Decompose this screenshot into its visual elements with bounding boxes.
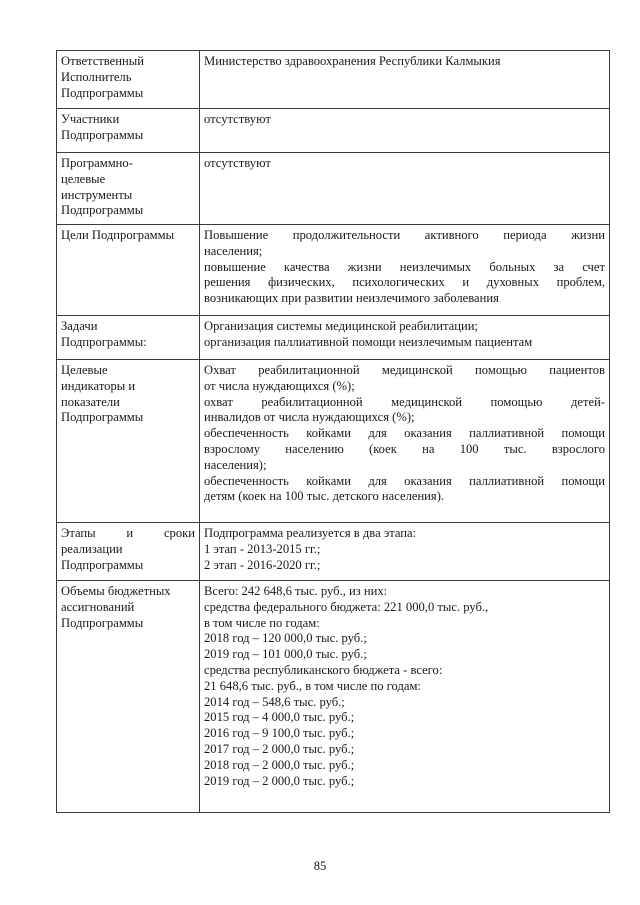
row-label-word: сроки [163, 526, 195, 540]
passport-table-body [57, 51, 610, 813]
row-value-line: 2018 год – 120 000,0 тыс. руб.; [204, 631, 367, 646]
row-value-line: 2 этап - 2016-2020 гг.; [204, 557, 321, 572]
row-label-line: Подпрограммы: [61, 334, 147, 349]
row-value-line: Министерство здравоохранения Республики Калмыкия [204, 54, 501, 68]
row-label-split-line [61, 526, 195, 542]
row-value-line: обеспеченность койками для оказания паллиативной помощи [204, 426, 605, 441]
row-label-word: Этапы [61, 526, 96, 540]
row-value-line: решения физических, психологических и духовных проблем, [204, 275, 605, 290]
document-page [56, 50, 610, 813]
row-label-cell [57, 581, 200, 813]
row-value-line: 2015 год – 4 000,0 тыс. руб.; [204, 710, 355, 725]
row-label-line: Подпрограммы [61, 557, 144, 572]
passport-row [57, 225, 610, 316]
row-value-line: 2018 год – 2 000,0 тыс. руб.; [204, 757, 355, 772]
row-value-line: средства федерального бюджета: 221 000,0 тыс. руб., [204, 599, 489, 614]
row-value-line: Подпрограмма реализуется в два этапа: [204, 526, 417, 540]
passport-row [57, 316, 610, 360]
row-value-line: 2014 год – 548,6 тыс. руб.; [204, 694, 345, 709]
row-label-line: Ответственный [61, 54, 144, 68]
row-value-cell [200, 360, 610, 523]
row-value-line: детям (коек на 100 тыс. детского населения). [204, 489, 445, 504]
row-label-cell [57, 153, 200, 225]
row-value-line: 1 этап - 2013-2015 гг.; [204, 541, 321, 556]
row-value-line: отсутствуют [204, 156, 271, 170]
row-label-cell [57, 316, 200, 360]
passport-row [57, 523, 610, 581]
row-value-line: Всего: 242 648,6 тыс. руб., из них: [204, 584, 388, 598]
row-label-line: Подпрограммы [61, 127, 144, 142]
row-value-cell [200, 581, 610, 813]
row-value-cell [200, 316, 610, 360]
subprogram-passport-table [56, 50, 610, 813]
row-value-cell [200, 153, 610, 225]
row-value-line: в том числе по годам: [204, 615, 320, 630]
row-label-line: Программно- [61, 156, 133, 170]
row-label-line: Участники [61, 112, 120, 126]
passport-row [57, 51, 610, 109]
row-label-cell [57, 51, 200, 109]
row-value-line: 2019 год – 101 000,0 тыс. руб.; [204, 647, 367, 662]
row-value-line: взрослому населению (коек на 100 тыс. взрослого [204, 441, 605, 456]
row-label-line: Задачи [61, 319, 98, 333]
row-label-cell [57, 225, 200, 316]
passport-row [57, 581, 610, 813]
row-value-line: возникающих при развитии неизлечимого заболевания [204, 291, 499, 306]
row-value-line: 2019 год – 2 000,0 тыс. руб.; [204, 773, 355, 788]
row-value-line: 2017 год – 2 000,0 тыс. руб.; [204, 741, 355, 756]
row-value-line: отсутствуют [204, 112, 271, 126]
row-value-line: Повышение продолжительности активного периода жизни [204, 228, 605, 242]
row-label-line: ассигнований [61, 599, 135, 614]
row-value-cell [200, 523, 610, 581]
passport-row [57, 109, 610, 153]
row-value-cell [200, 225, 610, 316]
passport-row [57, 153, 610, 225]
row-label-line: Подпрограммы [61, 203, 144, 218]
row-label-line: целевые [61, 171, 106, 186]
row-label-line: индикаторы и [61, 378, 136, 393]
row-label-line: Исполнитель [61, 69, 132, 84]
row-label-cell [57, 360, 200, 523]
row-value-line: от числа нуждающихся (%); [204, 378, 355, 393]
row-label-word: и [126, 526, 134, 540]
row-label-line: реализации [61, 541, 123, 556]
row-value-line: Охват реабилитационной медицинской помощью пациентов [204, 363, 605, 377]
row-value-cell [200, 109, 610, 153]
row-value-line: населения; [204, 243, 263, 258]
row-label-line: Подпрограммы [61, 615, 144, 630]
row-label-cell [57, 109, 200, 153]
row-value-line: средства республиканского бюджета - всего: [204, 662, 443, 677]
row-value-line: инвалидов от числа нуждающихся (%); [204, 410, 415, 425]
row-value-cell [200, 51, 610, 109]
row-label-line: Подпрограммы [61, 410, 144, 425]
row-label-line: Подпрограммы [61, 85, 144, 100]
row-value-line: 2016 год – 9 100,0 тыс. руб.; [204, 726, 355, 741]
row-value-line: населения); [204, 457, 267, 472]
row-value-line: Организация системы медицинской реабилитации; [204, 319, 478, 333]
row-value-line: 21 648,6 тыс. руб., в том числе по годам: [204, 678, 421, 693]
row-label-line: Объемы бюджетных [61, 584, 171, 598]
row-value-line: охват реабилитационной медицинской помощью детей- [204, 394, 605, 409]
row-label-line: Цели Подпрограммы [61, 228, 175, 242]
page-number: 85 [313, 859, 327, 873]
row-value-line: обеспеченность койками для оказания паллиативной помощи [204, 473, 605, 488]
row-label-cell [57, 523, 200, 581]
row-value-line: организация паллиативной помощи неизлечимым пациентам [204, 334, 533, 349]
passport-row [57, 360, 610, 523]
row-value-line: повышение качества жизни неизлечимых больных за счет [204, 259, 605, 274]
row-label-line: Целевые [61, 363, 108, 377]
row-label-line: показатели [61, 394, 120, 409]
row-label-line: инструменты [61, 187, 133, 202]
